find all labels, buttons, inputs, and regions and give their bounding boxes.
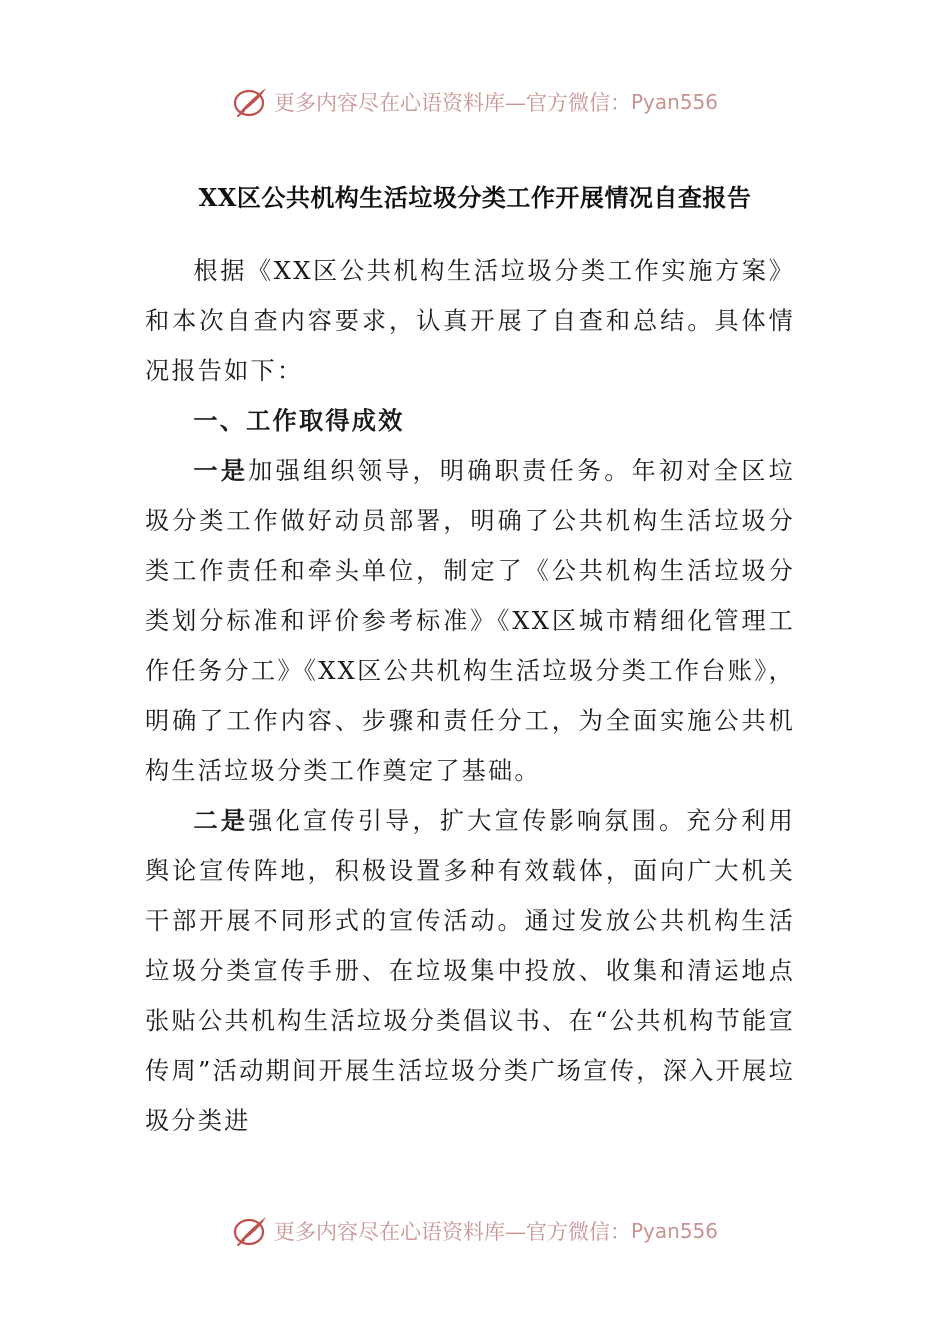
item-lead-1: 一是 bbox=[193, 456, 249, 485]
item-lead-2: 二是 bbox=[193, 806, 249, 835]
document-title: XX区公共机构生活垃圾分类工作开展情况自查报告 bbox=[198, 183, 752, 212]
item-text-2: 强化宣传引导，扩大宣传影响氛围。充分利用舆论宣传阵地，积极设置多种有效载体，面向广大机关干部开展不同形式的宣传活动。通过发放公共机构生活垃圾分类宣传手册、在垃圾集中投放、收集和清运地点张贴公共机构生活垃圾分类倡议书、在“公共机构节能宣传周”活动期间开展生活垃圾分类广场宣传，深入开展垃圾分类进 bbox=[145, 807, 795, 1135]
section-heading: 一、工作取得成效 bbox=[193, 406, 405, 435]
intro-paragraph: 根据《XX区公共机构生活垃圾分类工作实施方案》和本次自查内容要求，认真开展了自查和总结。具体情况报告如下： bbox=[145, 257, 795, 385]
watermark-banner-top bbox=[0, 82, 950, 122]
quill-pen-icon bbox=[232, 85, 270, 119]
watermark-wechat-id: Pyan556 bbox=[630, 1219, 718, 1243]
watermark-wechat-id: Pyan556 bbox=[630, 90, 718, 114]
watermark-text: 更多内容尽在心语资料库—官方微信： bbox=[273, 91, 631, 115]
quill-pen-icon bbox=[232, 1214, 270, 1248]
item-paragraph-1 bbox=[145, 446, 795, 796]
watermark-banner-bottom bbox=[0, 1211, 950, 1251]
item-text-1: 加强组织领导，明确职责任务。年初对全区垃圾分类工作做好动员部署，明确了公共机构生活垃圾分类工作责任和牵头单位，制定了《公共机构生活垃圾分类划分标准和评价参考标准》《XX区城市精细化管理工作任务分工》《XX区公共机构生活垃圾分类工作台账》，明确了工作内容、步骤和责任分工，为全面实施公共机构生活垃圾分类工作奠定了基础。 bbox=[145, 457, 795, 785]
item-paragraph-2 bbox=[145, 796, 795, 1146]
watermark-text: 更多内容尽在心语资料库—官方微信： bbox=[273, 1220, 631, 1244]
document-body bbox=[145, 246, 795, 1146]
